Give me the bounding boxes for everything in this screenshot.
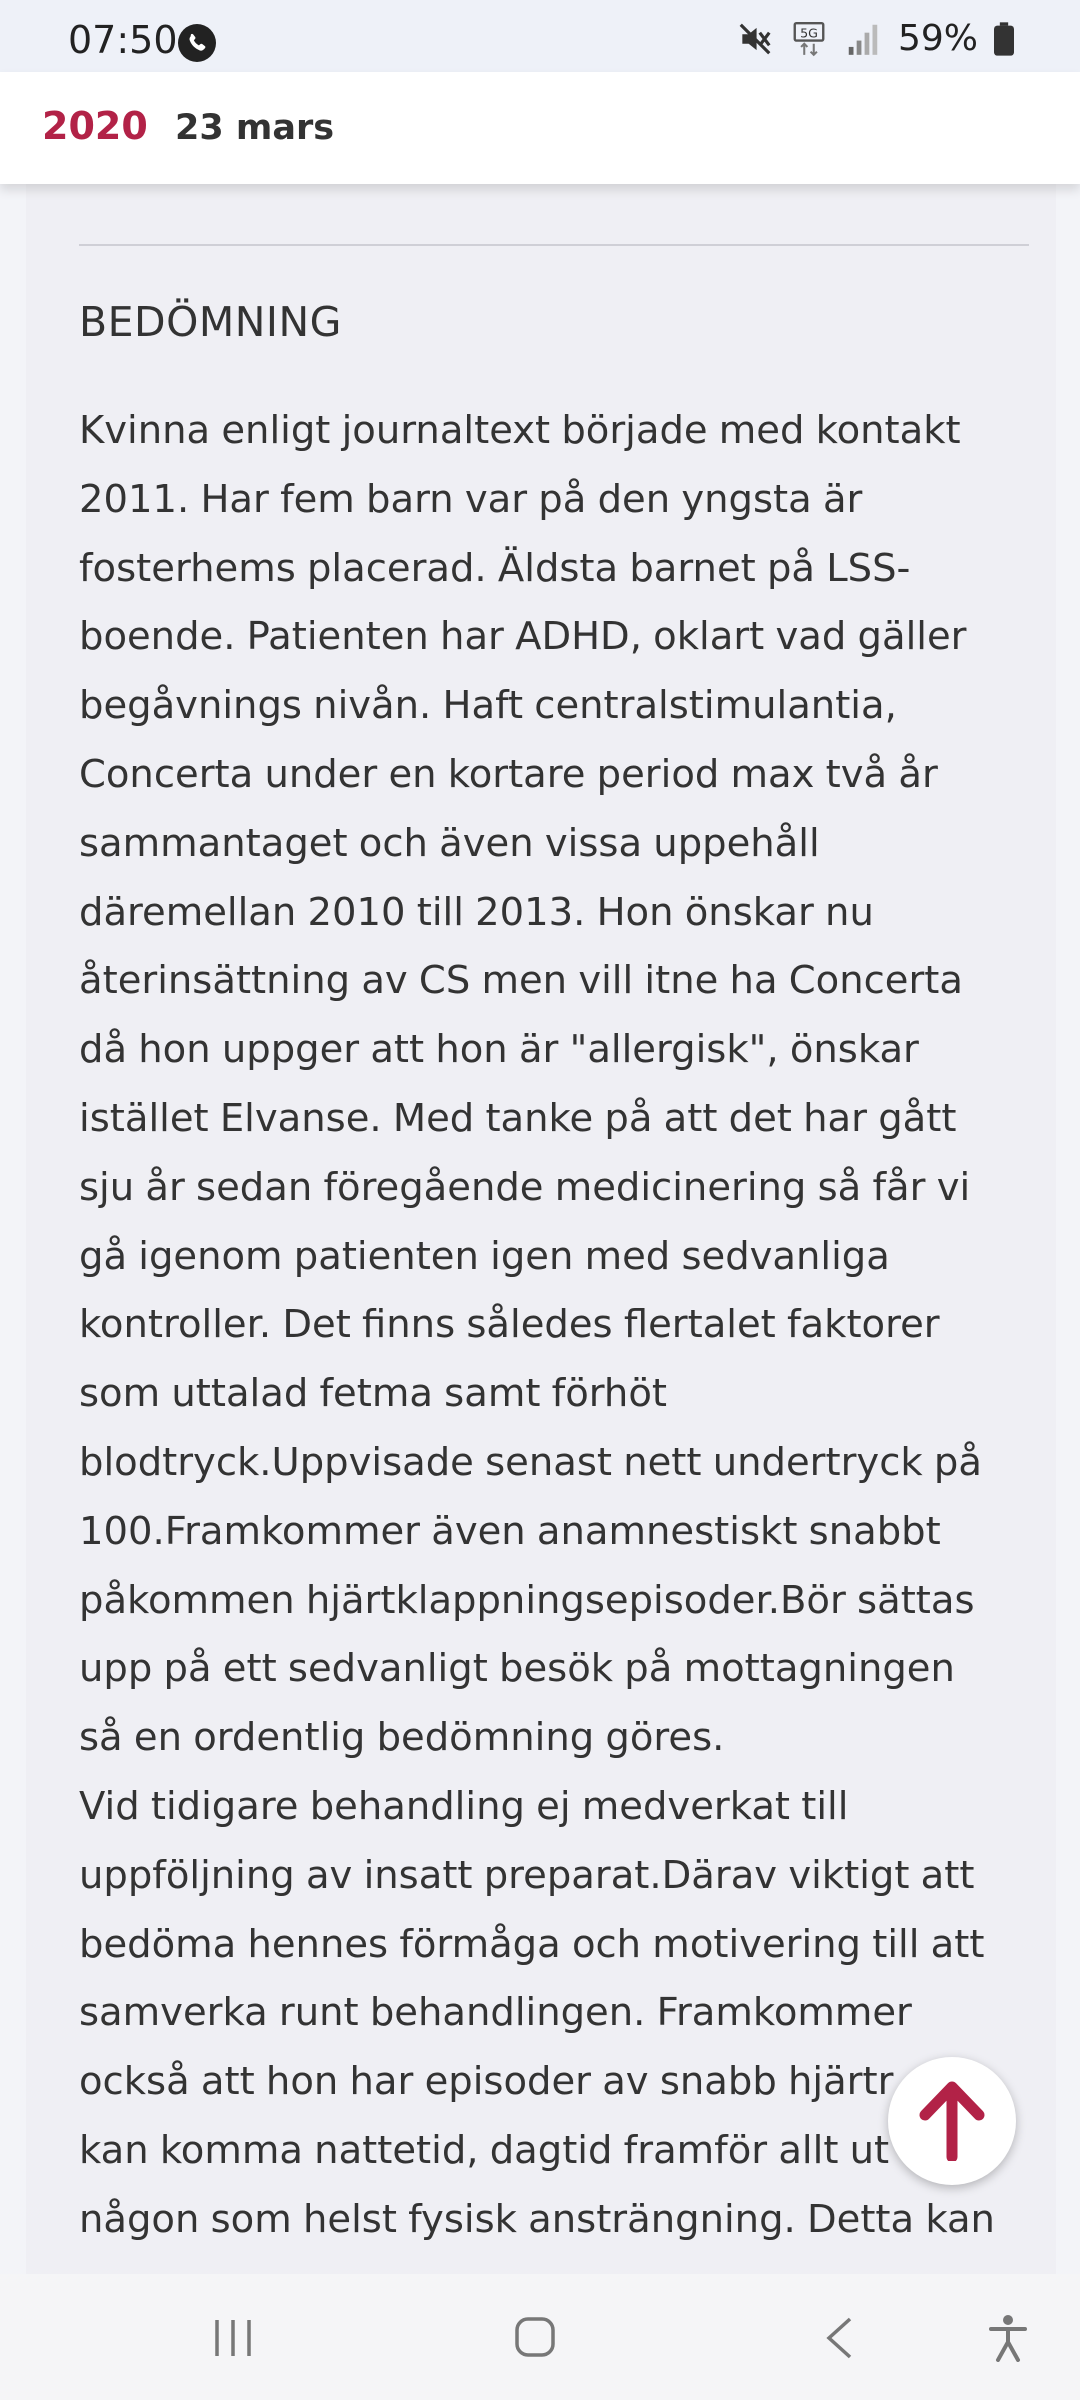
home-icon[interactable] [514, 2316, 556, 2358]
5g-icon [790, 20, 828, 58]
divider [79, 244, 1029, 246]
header-year: 2020 [42, 104, 148, 148]
header-date: 23 mars [175, 108, 335, 148]
assessment-text: Kvinna enligt journaltext började med kontakt 2011. Har fem barn var på den yngsta är fosterhems placerad. Äldsta barnet på LSS- boende. Patienten har ADHD, oklart vad gäller begåvnings nivån. Haft centralstimulantia, Concerta under en kortare period max två år sammantaget och även vissa uppehåll däremellan 2010 till 2013. Hon önskar nu återinsättning av CS men vill itne ha Concerta då hon uppger att hon är "allergisk", önskar istället Elvanse. Med tanke på att det har gått sju år sedan föregående medicinering så får vi gå igenom patienten igen med sedvanliga kontroller. Det finns således flertalet faktorer som uttalad fetma samt förhöt blodtryck.Uppvisade senast nett undertryck på 100.Framkommer även anamnestiskt snabbt påkommen hjärtklappningsepisoder.Bör sättas upp på ett sedvanligt besök på mottagningen så en ordentlig bedömning göres. Vid tidigare behandling ej medverkat till uppföljning av insatt preparat.Därav viktigt att bedöma hennes förmåga och motivering till att samverka runt behandlingen. Framkommer också att hon har episoder av snabb hjärtr kan komma nattetid, dagtid framför allt ut någon som helst fysisk ansträngning. Detta kan [79, 408, 995, 2242]
arrow-up-icon [917, 2081, 987, 2161]
section-title: BEDÖMNING [79, 298, 342, 346]
journal-note-card [26, 184, 1056, 2274]
back-icon[interactable] [822, 2316, 856, 2360]
date-header [0, 72, 1080, 184]
status-bar [0, 0, 1080, 72]
status-icons [736, 18, 1014, 59]
battery-icon [994, 22, 1014, 56]
system-navigation-bar [0, 2274, 1080, 2400]
recent-apps-icon[interactable] [213, 2318, 253, 2358]
accessibility-icon[interactable] [988, 2314, 1028, 2362]
status-time: 07:50 [68, 18, 178, 62]
svg-text:5G: 5G [800, 24, 818, 40]
scroll-to-top-button[interactable] [888, 2057, 1016, 2185]
call-icon [178, 24, 216, 62]
signal-icon [844, 20, 882, 58]
mute-icon [736, 20, 774, 58]
battery-percentage: 59% [897, 18, 978, 59]
